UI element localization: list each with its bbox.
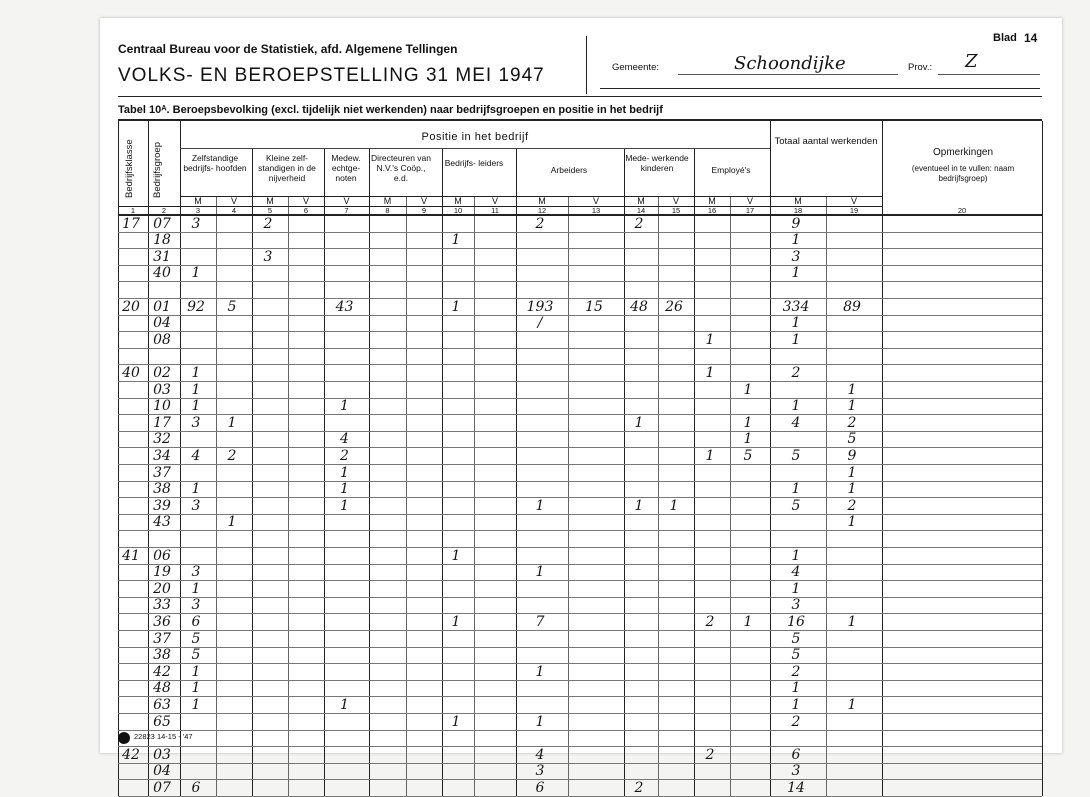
cell-c18: 1 — [791, 680, 801, 697]
row-line — [118, 464, 1042, 465]
cell-c16: 1 — [705, 331, 715, 348]
cell-c12: / — [537, 315, 543, 332]
printer-mark — [118, 732, 130, 744]
cell-groep: 34 — [153, 447, 171, 464]
cell-c13: 15 — [585, 298, 603, 315]
cell-groep: 37 — [153, 464, 171, 481]
col-bedrijfsgroep: Bedrijfsgroep — [152, 142, 163, 198]
cell-klasse: 20 — [122, 298, 140, 315]
form-title: VOLKS- EN BEROEPSTELLING 31 MEI 1947 — [118, 65, 545, 86]
cell-c18: 5 — [791, 447, 801, 464]
cell-c18: 1 — [791, 315, 801, 332]
col-number: 17 — [745, 206, 755, 215]
cell-c7: 4 — [340, 431, 349, 448]
cell-c17: 1 — [743, 414, 753, 431]
cell-groep: 03 — [153, 746, 171, 763]
cell-c18: 4 — [791, 564, 801, 581]
sub-header-m: M — [383, 196, 392, 206]
sub-header-v: V — [420, 196, 427, 206]
cell-c3: 1 — [191, 696, 201, 713]
cell-c12: 1 — [535, 713, 545, 730]
cell-c19: 89 — [843, 298, 861, 315]
cell-groep: 07 — [153, 215, 171, 232]
cell-c17: 1 — [743, 381, 753, 398]
cell-c18: 2 — [791, 663, 801, 680]
cell-c3: 3 — [191, 564, 201, 581]
cell-c10: 1 — [451, 232, 461, 249]
cell-c10: 1 — [451, 613, 461, 630]
cell-c7: 43 — [335, 298, 354, 315]
col-opmerkingen: Opmerkingen — [932, 147, 994, 158]
census-table — [100, 18, 1062, 796]
col-opmerkingen-note: (eventueel in te vullen: naam bedrijfsgroep) — [911, 164, 1015, 183]
cell-c16: 2 — [705, 613, 715, 630]
col-totaal: Totaal aantal werkenden — [774, 136, 878, 147]
cell-klasse: 42 — [122, 746, 140, 763]
cell-c17: 5 — [743, 447, 753, 464]
cell-c16: 1 — [705, 364, 715, 381]
grid-vline — [216, 196, 217, 796]
cell-groep: 33 — [153, 597, 171, 614]
gemeente-value: Schoondijke — [734, 53, 846, 74]
row-line — [118, 613, 1042, 614]
cell-c12: 7 — [535, 613, 545, 630]
col-number: 18 — [793, 206, 803, 215]
col-zelfstandige: Zelfstandige bedrijfs- hoofden — [183, 153, 247, 173]
sub-header-v: V — [491, 196, 498, 206]
cell-groep: 42 — [153, 663, 171, 680]
bureau-line: Centraal Bureau voor de Statistiek, afd. Algemene Tellingen — [118, 42, 458, 56]
col-number: 16 — [707, 206, 717, 215]
cell-c12: 2 — [535, 215, 545, 232]
cell-c18: 1 — [791, 481, 801, 498]
row-line — [118, 597, 1042, 598]
sub-header-v: V — [302, 196, 309, 206]
prov-label: Prov.: — [908, 62, 933, 73]
row-line — [118, 696, 1042, 697]
cell-c3: 1 — [191, 265, 201, 282]
cell-groep: 08 — [153, 331, 171, 348]
cell-c16: 1 — [705, 447, 715, 464]
col-positie: Positie in het bedrijf — [421, 131, 529, 143]
cell-c12: 1 — [535, 663, 545, 680]
cell-c18: 3 — [791, 763, 801, 780]
row-line — [118, 730, 1042, 731]
row-line — [118, 364, 1042, 365]
grid-vline — [1042, 121, 1043, 796]
cell-c12: 1 — [535, 564, 545, 581]
cell-klasse: 17 — [122, 215, 140, 232]
cell-groep: 06 — [153, 547, 171, 564]
cell-c19: 1 — [847, 481, 857, 498]
cell-groep: 04 — [153, 763, 171, 780]
cell-groep: 31 — [153, 248, 171, 265]
grid-vline — [406, 196, 407, 796]
sub-header-m: M — [708, 196, 716, 206]
cell-c18: 3 — [791, 597, 801, 614]
row-line — [118, 398, 1042, 399]
cell-c3: 3 — [191, 597, 201, 614]
cell-c19: 5 — [847, 431, 857, 448]
cell-c18: 1 — [791, 580, 801, 597]
sub-header-m: M — [538, 196, 546, 206]
grid-hline — [180, 148, 770, 149]
cell-c4: 5 — [227, 298, 237, 315]
col-number: 2 — [161, 206, 167, 215]
cell-c3: 3 — [191, 414, 201, 431]
cell-c18: 1 — [791, 696, 801, 713]
cell-c12: 1 — [535, 497, 545, 514]
grid-vline — [516, 148, 517, 796]
cell-c4: 1 — [227, 514, 237, 531]
cell-c3: 1 — [191, 398, 201, 415]
cell-c10: 1 — [451, 713, 461, 730]
grid-vline — [658, 196, 659, 796]
cell-c18: 9 — [791, 215, 801, 232]
cell-c3: 4 — [191, 447, 201, 464]
grid-vline — [568, 196, 569, 796]
cell-c19: 1 — [847, 381, 857, 398]
row-line — [118, 431, 1042, 432]
cell-c14: 1 — [634, 414, 644, 431]
footer-code: 22823 14-15 - '47 — [134, 732, 193, 741]
cell-groep: 63 — [153, 696, 171, 713]
row-line — [118, 547, 1042, 548]
cell-c19: 1 — [847, 464, 857, 481]
cell-groep: 38 — [153, 481, 171, 498]
cell-c18: 14 — [787, 779, 805, 796]
col-number: 8 — [385, 206, 390, 215]
sub-header-m: M — [637, 196, 645, 206]
census-form-sheet — [100, 18, 1062, 796]
sub-header-v: V — [230, 196, 237, 206]
cell-c17: 1 — [743, 613, 753, 630]
cell-c10: 1 — [451, 547, 461, 564]
row-line — [118, 414, 1042, 415]
cell-c18: 1 — [791, 398, 801, 415]
sub-header-v: V — [672, 196, 679, 206]
col-number: 4 — [231, 206, 237, 215]
grid-vline — [624, 148, 625, 796]
cell-c3: 1 — [191, 680, 201, 697]
cell-groep: 02 — [153, 364, 171, 381]
cell-c18: 3 — [791, 248, 801, 265]
table-title: Tabel 10ᴬ. Beroepsbevolking (excl. tijdelijk niet werkenden) naar bedrijfsgroepen en positie in het bedrijf — [118, 104, 663, 116]
cell-c19: 1 — [847, 514, 857, 531]
cell-c18: 1 — [791, 232, 801, 249]
cell-c19: 1 — [847, 696, 857, 713]
cell-c10: 1 — [451, 298, 461, 315]
row-line — [118, 580, 1042, 581]
grid-vline — [252, 148, 253, 796]
row-line — [118, 779, 1042, 780]
col-number: 1 — [130, 206, 136, 215]
cell-c7: 1 — [340, 398, 349, 415]
cell-c12: 4 — [535, 746, 545, 763]
cell-groep: 04 — [153, 315, 171, 332]
col-number: 7 — [344, 206, 349, 215]
cell-c18: 2 — [791, 713, 801, 730]
cell-c4: 2 — [227, 447, 237, 464]
cell-groep: 03 — [153, 381, 171, 398]
sub-header-v: V — [850, 196, 857, 206]
row-line — [118, 447, 1042, 448]
col-leiders: Bedrijfs- leiders — [444, 158, 504, 168]
grid-vline — [369, 148, 370, 796]
row-line — [118, 746, 1042, 747]
cell-groep: 38 — [153, 647, 171, 664]
cell-klasse: 40 — [122, 364, 140, 381]
row-line — [118, 647, 1042, 648]
prov-value: Z — [965, 51, 978, 72]
cell-groep: 43 — [153, 514, 171, 531]
col-number: 14 — [636, 206, 646, 215]
sub-header-v: V — [592, 196, 599, 206]
cell-c7: 1 — [340, 464, 349, 481]
cell-c3: 92 — [187, 298, 205, 315]
cell-c14: 48 — [630, 298, 648, 315]
col-number: 6 — [303, 206, 309, 215]
col-medew: Medew. echtge- noten — [331, 153, 361, 183]
cell-c3: 3 — [191, 215, 201, 232]
cell-c15: 26 — [665, 298, 683, 315]
cell-c18: 5 — [791, 630, 801, 647]
row-line — [118, 381, 1042, 382]
row-line — [118, 763, 1042, 764]
cell-c5: 3 — [263, 248, 273, 265]
cell-groep: 48 — [153, 680, 171, 697]
cell-c3: 1 — [191, 381, 201, 398]
row-line — [118, 514, 1042, 515]
cell-c3: 5 — [191, 647, 201, 664]
cell-groep: 01 — [153, 298, 171, 315]
cell-c19: 1 — [847, 398, 857, 415]
sub-header-v: V — [746, 196, 753, 206]
col-number: 5 — [267, 206, 273, 215]
col-number: 13 — [591, 206, 601, 215]
cell-c19: 1 — [847, 613, 857, 630]
cell-c18: 6 — [791, 746, 801, 763]
cell-c19: 2 — [847, 497, 857, 514]
cell-c17: 1 — [743, 431, 753, 448]
cell-groep: 19 — [153, 564, 171, 581]
col-medewerkende: Mede- werkende kinderen — [625, 153, 689, 173]
cell-c3: 1 — [191, 580, 201, 597]
cell-c14: 1 — [634, 497, 644, 514]
row-line — [118, 481, 1042, 482]
row-line — [118, 265, 1042, 266]
cell-groep: 32 — [153, 431, 171, 448]
col-bedrijfsklasse: Bedrijfsklasse — [124, 139, 135, 198]
cell-c18: 334 — [782, 298, 810, 315]
gemeente-label: Gemeente: — [612, 62, 659, 73]
cell-c12: 3 — [535, 763, 545, 780]
grid-vline — [288, 196, 289, 796]
cell-c3: 5 — [191, 630, 201, 647]
blad-label: Blad — [993, 32, 1017, 44]
cell-c3: 1 — [191, 663, 201, 680]
cell-c12: 193 — [526, 298, 554, 315]
col-number: 20 — [957, 206, 967, 215]
col-number: 11 — [491, 206, 499, 215]
cell-c18: 5 — [791, 497, 801, 514]
cell-c7: 1 — [340, 497, 349, 514]
cell-c7: 1 — [340, 481, 349, 498]
col-number: 19 — [849, 206, 859, 215]
col-number: 10 — [453, 206, 463, 215]
col-directeuren: Directeuren van N.V.'s Coöp., e.d. — [370, 153, 431, 183]
cell-groep: 18 — [153, 232, 171, 249]
col-number: 3 — [195, 206, 201, 215]
blad-number: 14 — [1024, 31, 1038, 45]
cell-c3: 1 — [191, 364, 201, 381]
row-line — [118, 630, 1042, 631]
row-line — [118, 663, 1042, 664]
row-line — [118, 680, 1042, 681]
row-line — [118, 713, 1042, 714]
row-line — [118, 281, 1042, 282]
cell-c18: 1 — [791, 331, 801, 348]
cell-c7: 2 — [340, 447, 349, 464]
grid-vline — [730, 196, 731, 796]
row-line — [118, 530, 1042, 531]
cell-groep: 65 — [153, 713, 171, 730]
cell-groep: 07 — [153, 779, 171, 796]
row-line — [118, 232, 1042, 233]
cell-c12: 6 — [535, 779, 545, 796]
cell-groep: 40 — [153, 265, 171, 282]
cell-groep: 17 — [153, 414, 171, 431]
col-arbeiders: Arbeiders — [550, 165, 588, 175]
cell-c3: 6 — [191, 613, 201, 630]
sub-header-v: V — [343, 196, 350, 206]
cell-c3: 6 — [191, 779, 201, 796]
cell-c3: 3 — [191, 497, 201, 514]
sub-header-m: M — [794, 196, 802, 206]
row-line — [118, 331, 1042, 332]
row-line — [118, 497, 1042, 498]
cell-c18: 1 — [791, 265, 801, 282]
col-employes: Employé's — [711, 165, 751, 175]
cell-c14: 2 — [634, 779, 644, 796]
cell-c15: 1 — [669, 497, 679, 514]
cell-groep: 10 — [153, 398, 171, 415]
cell-c3: 1 — [191, 481, 201, 498]
row-line — [118, 564, 1042, 565]
cell-c18: 1 — [791, 547, 801, 564]
cell-c18: 5 — [791, 647, 801, 664]
col-kleine: Kleine zelf- standigen in de nijverheid — [258, 153, 316, 183]
cell-groep: 20 — [153, 580, 171, 597]
sub-header-m: M — [454, 196, 462, 206]
grid-vline — [474, 196, 475, 796]
cell-c18: 2 — [791, 364, 801, 381]
cell-c4: 1 — [227, 414, 237, 431]
col-number: 15 — [671, 206, 681, 215]
cell-c18: 16 — [787, 613, 805, 630]
cell-c5: 2 — [263, 215, 273, 232]
cell-c18: 4 — [791, 414, 801, 431]
cell-groep: 39 — [153, 497, 171, 514]
sub-header-m: M — [266, 196, 274, 206]
cell-c7: 1 — [340, 696, 349, 713]
cell-c19: 2 — [847, 414, 857, 431]
cell-klasse: 41 — [122, 547, 140, 564]
cell-c19: 9 — [847, 447, 857, 464]
col-number: 9 — [421, 206, 427, 215]
grid-vline — [694, 148, 695, 796]
col-number: 12 — [537, 206, 547, 215]
grid-vline — [882, 121, 883, 796]
cell-groep: 36 — [153, 613, 171, 630]
row-line — [118, 315, 1042, 316]
cell-groep: 37 — [153, 630, 171, 647]
row-line — [118, 348, 1042, 349]
sub-header-m: M — [194, 196, 202, 206]
cell-c16: 2 — [705, 746, 715, 763]
cell-c14: 2 — [634, 215, 644, 232]
